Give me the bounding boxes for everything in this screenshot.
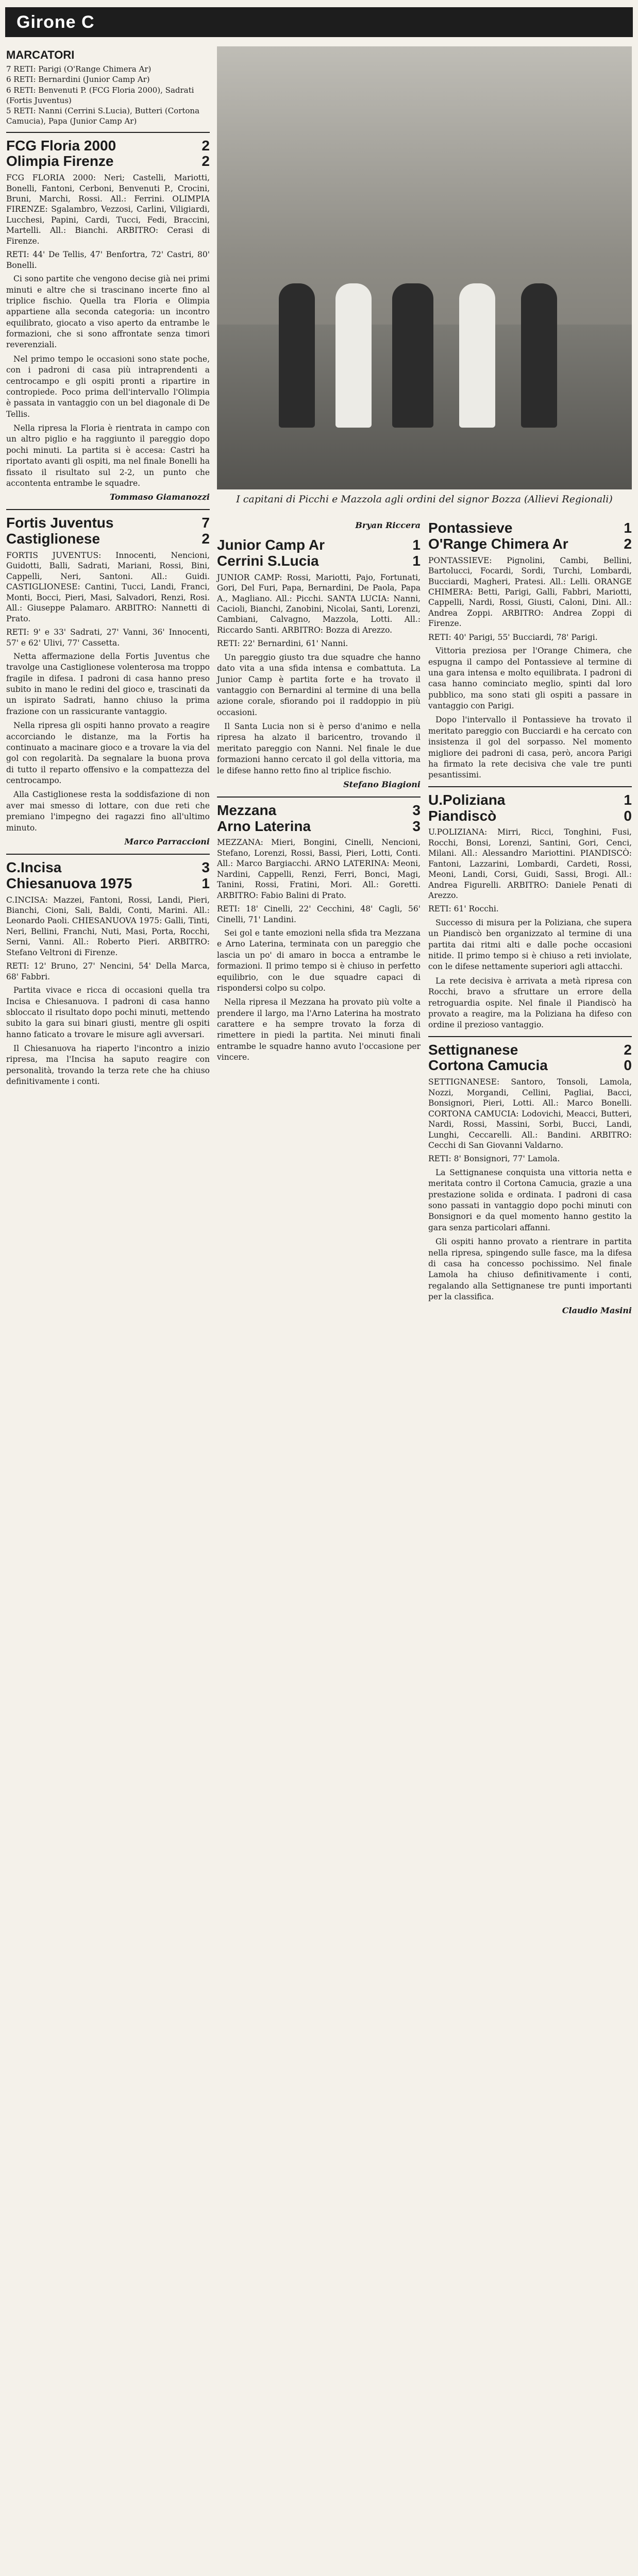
divider: [217, 796, 421, 798]
lineup: SETTIGNANESE: Santoro, Tonsoli, Lamola, Nozzi, Morgandi, Cellini, Pagliai, Bacci, Bonsignori, Pieri, Lotti. All.: Marco Bonelli. CORTONA CAMUCIA: Lodovichi, Meacci, Butteri, Nardi, Rossi, Massini, Sorbi, Bucci, Landi, Lunghi, Ceccarelli. All.: Bandini. ARBITRO: Cecchi di San Giovanni Valdarno.: [428, 1077, 632, 1150]
article-body: Ci sono partite che vengono decise già nei primi minuti e altre che si trascinano incerte fino al triplice fischio. Quella tra Floria e Olimpia appartiene alla seconda categoria: un incontro equilibrato, giocato a viso aperto da entrambe le formazioni, che si sono affrontate senza timori reverenziali.: [6, 274, 210, 350]
lineup: PONTASSIEVE: Pignolini, Cambi, Bellini, Bartolucci, Focardi, Sordi, Turchi, Lombardi, Bucciardi, Magheri, Pratesi. All.: Lelli. ORANGE CHIMERA: Betti, Parigi, Galli, Fabbri, Mariotti, Cappelli, Nardi, Rossi, Giusti, Caloni, Dini. All.: Andrea Zoppi. ARBITRO: Andrea Zoppi di Firenze.: [428, 555, 632, 629]
goals: RETI: 44' De Tellis, 47' Benfortra, 72' Castri, 80' Bonelli.: [6, 250, 210, 270]
headline-away: Cerrini S.Lucia 1: [217, 552, 421, 569]
headline-home: Pontassieve 1: [428, 520, 632, 536]
article-body: Netta affermazione della Fortis Juventus che travolge una Castiglionese volenterosa ma troppo fragile in difesa. I padroni di casa hanno preso subito in mano le redini del gioco e, trascinati da un ispirato Sadrati, hanno chiuso la prima frazione con un rassicurante vantaggio.: [6, 651, 210, 716]
article-body: Nella ripresa il Mezzana ha provato più volte a prendere il largo, ma l'Arno Laterina ha mostrato carattere e ha sempre trovato la forza di rimettere in piedi la partita. Nei minuti finali entrambe le squadre hanno avuto l'occasione per vincere.: [217, 997, 421, 1062]
article-body: La rete decisiva è arrivata a metà ripresa con Rocchi, bravo a sfruttare un errore della retroguardia ospite. Nel finale il Piandiscò ha provato a reagire, ma la Poliziana ha difeso con ordine il prezioso vantaggio.: [428, 976, 632, 1030]
article-pontassieve-orange: [428, 520, 632, 781]
headline-away: Olimpia Firenze 2: [6, 153, 210, 170]
photo-caption: I capitani di Picchi e Mazzola agli ordini del signor Bozza (Allievi Regionali): [236, 494, 613, 505]
article-body: Nel primo tempo le occasioni sono state poche, con i padroni di casa più intraprendenti a centrocampo e gli ospiti pronti a ripartire in contropiede. Poco prima dell'intervallo l'Olimpia è passata in vantaggio con un bel diagonale di De Tellis.: [6, 354, 210, 419]
article-settignanese-cortona: [428, 1042, 632, 1316]
divider: [6, 509, 210, 510]
lineup: JUNIOR CAMP: Rossi, Mariotti, Pajo, Fortunati, Gori, Del Furi, Papa, Bernardini, De Paola, Papa A., Magliano. All.: Picchi. SANTA LUCIA: Nanni, Cacioli, Bianchi, Zanobini, Nicolai, Santi, Lorenzi, Cambiani, Calvagno, Mazzola, Lotti. All.: Riccardo Santi. ARBITRO: Bozza di Arezzo.: [217, 572, 421, 635]
column-3: [428, 520, 632, 1323]
divider: [428, 1036, 632, 1037]
headline-home: C.Incisa 3: [6, 859, 210, 875]
headline-away: Piandiscò 0: [428, 807, 632, 824]
headline-home: Settignanese 2: [428, 1041, 632, 1058]
byline: Stefano Biagioni: [343, 779, 421, 789]
lineup: C.INCISA: Mazzei, Fantoni, Rossi, Landi, Pieri, Bianchi, Cioni, Sali, Baldi, Conti, Marini. All.: Leonardo Paoli. CHIESANUOVA 1975: Galli, Tinti, Neri, Bellini, Franchi, Nuti, Masi, Porta, Rocchi, Serni, Vanni. All.: Roberto Pieri. ARBITRO: Stefano Veltroni di Firenze.: [6, 895, 210, 957]
photo-byline: Bryan Riccera: [355, 520, 421, 530]
article-incisa-chiesanuova: [6, 860, 210, 1088]
article-body: Successo di misura per la Poliziana, che supera un Piandiscò ben organizzato al termine di una partita dai ritmi alti e dalle poche occasioni nitide. Il primo tempo si è chiuso a reti inviolate, con le difese nettamente superiori agli attacchi.: [428, 918, 632, 972]
goals: RETI: 12' Bruno, 27' Nencini, 54' Della Marca, 68' Fabbri.: [6, 961, 210, 981]
article-junior-santalucia: [217, 537, 421, 789]
byline: Claudio Masini: [562, 1306, 632, 1316]
headline-home: U.Poliziana 1: [428, 791, 632, 808]
article-body: Il Santa Lucia non si è perso d'animo e nella ripresa ha alzato il baricentro, trovando il meritato pareggio con Nanni. Nel finale le due formazioni hanno cercato il gol della vittoria, ma le difese hanno retto fino al triplice fischio.: [217, 722, 421, 775]
section-title: Girone C: [16, 12, 95, 32]
headline-away: Chiesanuova 1975 1: [6, 875, 210, 891]
goals: RETI: 9' e 33' Sadrati, 27' Vanni, 36' Innocenti, 57' e 62' Ulivi, 77' Cassetta.: [6, 628, 210, 648]
article-body: La Settignanese conquista una vittoria netta e meritata contro il Cortona Camucia, grazie a una prestazione solida e ordinata. I padroni di casa sono passati in vantaggio dopo pochi minuti con Bonsignori e da quel momento hanno gestito la gara senza particolari affanni.: [428, 1167, 632, 1232]
article-body: Dopo l'intervallo il Pontassieve ha trovato il meritato pareggio con Bucciardi e ha cercato con insistenza il gol del sorpasso. Nel momento migliore dei padroni di casa, però, ancora Parigi ha firmato la rete decisiva che vale tre punti pesantissimi.: [428, 715, 632, 780]
goals: RETI: 22' Bernardini, 61' Nanni.: [217, 639, 348, 649]
article-body: Alla Castiglionese resta la soddisfazione di non aver mai smesso di lottare, con due reti che premiano l'impegno dei ragazzi fino all'ultimo minuto.: [6, 790, 210, 833]
article-fortis-castiglionese: [6, 515, 210, 846]
headline-away: Castiglionese 2: [6, 531, 210, 547]
player-figure: [335, 283, 372, 428]
article-floria-olimpia: [6, 138, 210, 502]
article-body: Nella ripresa la Floria è rientrata in campo con un altro piglio e ha raggiunto il pareggio dopo pochi minuti. La partita si è accesa: Castri ha riportato avanti gli ospiti, ma nel finale Bonelli ha fissato il risultato sul 2-2, un punto che accontenta entrambe le squadre.: [6, 423, 210, 488]
article-body: Vittoria preziosa per l'Orange Chimera, che espugna il campo del Pontassieve al termine di una gara intensa e molto equilibrata. I padroni di casa hanno cominciato meglio, spinti dal loro pubblico, ma sono stati gli ospiti a passare in vantaggio con Parigi.: [428, 646, 632, 711]
headline-home: Junior Camp Ar 1: [217, 537, 421, 553]
marcatori-line: 6 RETI: Benvenuti P. (FCG Floria 2000), Sadrati (Fortis Juventus): [6, 85, 194, 105]
goals: RETI: 40' Parigi, 55' Bucciardi, 78' Parigi.: [428, 632, 598, 642]
player-figure: [279, 283, 315, 428]
marcatori-line: 7 RETI: Parigi (O'Range Chimera Ar): [6, 64, 152, 74]
article-body: Il Chiesanuova ha riaperto l'incontro a inizio ripresa, ma l'Incisa ha saputo reagire con personalità, trovando la terza rete che ha chiuso definitivamente i conti.: [6, 1044, 210, 1087]
lineup: MEZZANA: Mieri, Bongini, Cinelli, Nencioni, Stefano, Lorenzi, Rossi, Bassi, Pieri, Lotti, Conti. All.: Marco Bargiacchi. ARNO LATERINA: Meoni, Nardini, Cappelli, Renzi, Ferri, Bonci, Magi, Tanini, Rossi, Fratini, Mori. All.: Goretti. ARBITRO: Fabio Balini di Prato.: [217, 838, 421, 900]
article-body: Partita vivace e ricca di occasioni quella tra Incisa e Chiesanuova. I padroni di casa hanno sbloccato il risultato dopo pochi minuti, mettendo subito la gara sui binari giusti, mentre gli ospiti hanno faticato a trovare le misure agli avversari.: [6, 986, 210, 1039]
article-mezzana-arno: [217, 803, 421, 1063]
lineup: FORTIS JUVENTUS: Innocenti, Nencioni, Guidotti, Balli, Sadrati, Mariani, Rossi, Bini, Cappelli, Neri, Santoni. All.: Guidi. CASTIGLIONESE: Cantini, Tucci, Landi, Franci, Monti, Bocci, Pieri, Masi, Salvadori, Renzi, Rosi. All.: Giuseppe Palamaro. ARBITRO: Nannetti di Prato.: [6, 550, 210, 623]
referee-figure: [392, 283, 433, 428]
player-figure: [521, 283, 557, 428]
divider: [6, 132, 210, 133]
goals: RETI: 18' Cinelli, 22' Cecchini, 48' Cagli, 56' Cinelli, 71' Landini.: [217, 904, 421, 924]
headline-home: Fortis Juventus 7: [6, 515, 210, 531]
headline-away: Cortona Camucia 0: [428, 1057, 632, 1074]
article-body: Nella ripresa gli ospiti hanno provato a reagire accorciando le distanze, ma la Fortis ha continuato a macinare gioco e a trovare la via del gol con regolarità. Da segnalare la buona prova di tutto il reparto offensivo e la compattezza del centrocampo.: [6, 721, 210, 786]
lineup: FCG FLORIA 2000: Neri; Castelli, Mariotti, Bonelli, Fantoni, Cerboni, Benvenuti P., Crocini, Bruni, Marchi, Rossi. All.: Ferrini. OLIMPIA FIRENZE: Sgalambro, Vezzosi, Carlini, Viligiardi, Lucchesi, Papini, Cardi, Tucci, Fedi, Braccini, Martelli. All.: Bianchi. ARBITRO: Cerasi di Firenze.: [6, 173, 210, 246]
article-body: Un pareggio giusto tra due squadre che hanno dato vita a una sfida intensa e combattuta. La Junior Camp è partita forte e ha trovato il vantaggio con Bernardini al termine di una bella azione corale, sfiorando poi il raddoppio in più occasioni.: [217, 652, 421, 717]
byline: Tommaso Giamanozzi: [109, 492, 210, 502]
headline-away: Arno Laterina 3: [217, 818, 421, 834]
marcatori-line: 5 RETI: Nanni (Cerrini S.Lucia), Butteri (Cortona Camucia), Papa (Junior Camp Ar): [6, 106, 200, 126]
article-poliziana-piandisco: [428, 792, 632, 1031]
section-band: [5, 7, 633, 37]
headline-home: Mezzana 3: [217, 802, 421, 818]
headline-away: O'Range Chimera Ar 2: [428, 535, 632, 552]
player-figure: [459, 283, 495, 428]
headline-home: FCG Floria 2000 2: [6, 137, 210, 154]
article-body: Sei gol e tante emozioni nella sfida tra Mezzana e Arno Laterina, terminata con un pareggio che lascia un po' di amaro in bocca a entrambe le formazioni. Il primo tempo si è chiuso in perfetto equilibrio, con le due squadre capaci di rispondersi colpo su colpo.: [217, 928, 421, 993]
divider: [428, 786, 632, 787]
column-1: [6, 46, 210, 1091]
lineup: U.POLIZIANA: Mirri, Ricci, Tonghini, Fusi, Rocchi, Bonsi, Lorenzi, Santini, Gori, Cenci, Milani. All.: Alessandro Mariottini. PIANDISCÒ: Fantoni, Lazzarini, Lombardi, Cardeti, Rossi, Meoni, Landi, Corsi, Guidi, Sassi, Brogi. All.: Andrea Figurelli. ARBITRO: Daniele Penati di Arezzo.: [428, 827, 632, 901]
match-photo: [217, 46, 632, 489]
column-2: [217, 520, 421, 1066]
goals: RETI: 61' Rocchi.: [428, 904, 499, 914]
marcatori-line: 6 RETI: Bernardini (Junior Camp Ar): [6, 75, 150, 84]
divider: [6, 854, 210, 855]
goals: RETI: 8' Bonsignori, 77' Lamola.: [428, 1154, 560, 1164]
marcatori-heading: MARCATORI: [6, 48, 75, 61]
byline: Marco Parraccioni: [124, 836, 210, 846]
marcatori-list: [6, 64, 210, 127]
article-body: Gli ospiti hanno provato a rientrare in partita nella ripresa, spingendo sulle fasce, ma la difesa di casa ha concesso pochissimo. Nel finale Lamola ha chiuso definitivamente i conti, regalando alla Settignanese tre punti importanti per la classifica.: [428, 1237, 632, 1302]
